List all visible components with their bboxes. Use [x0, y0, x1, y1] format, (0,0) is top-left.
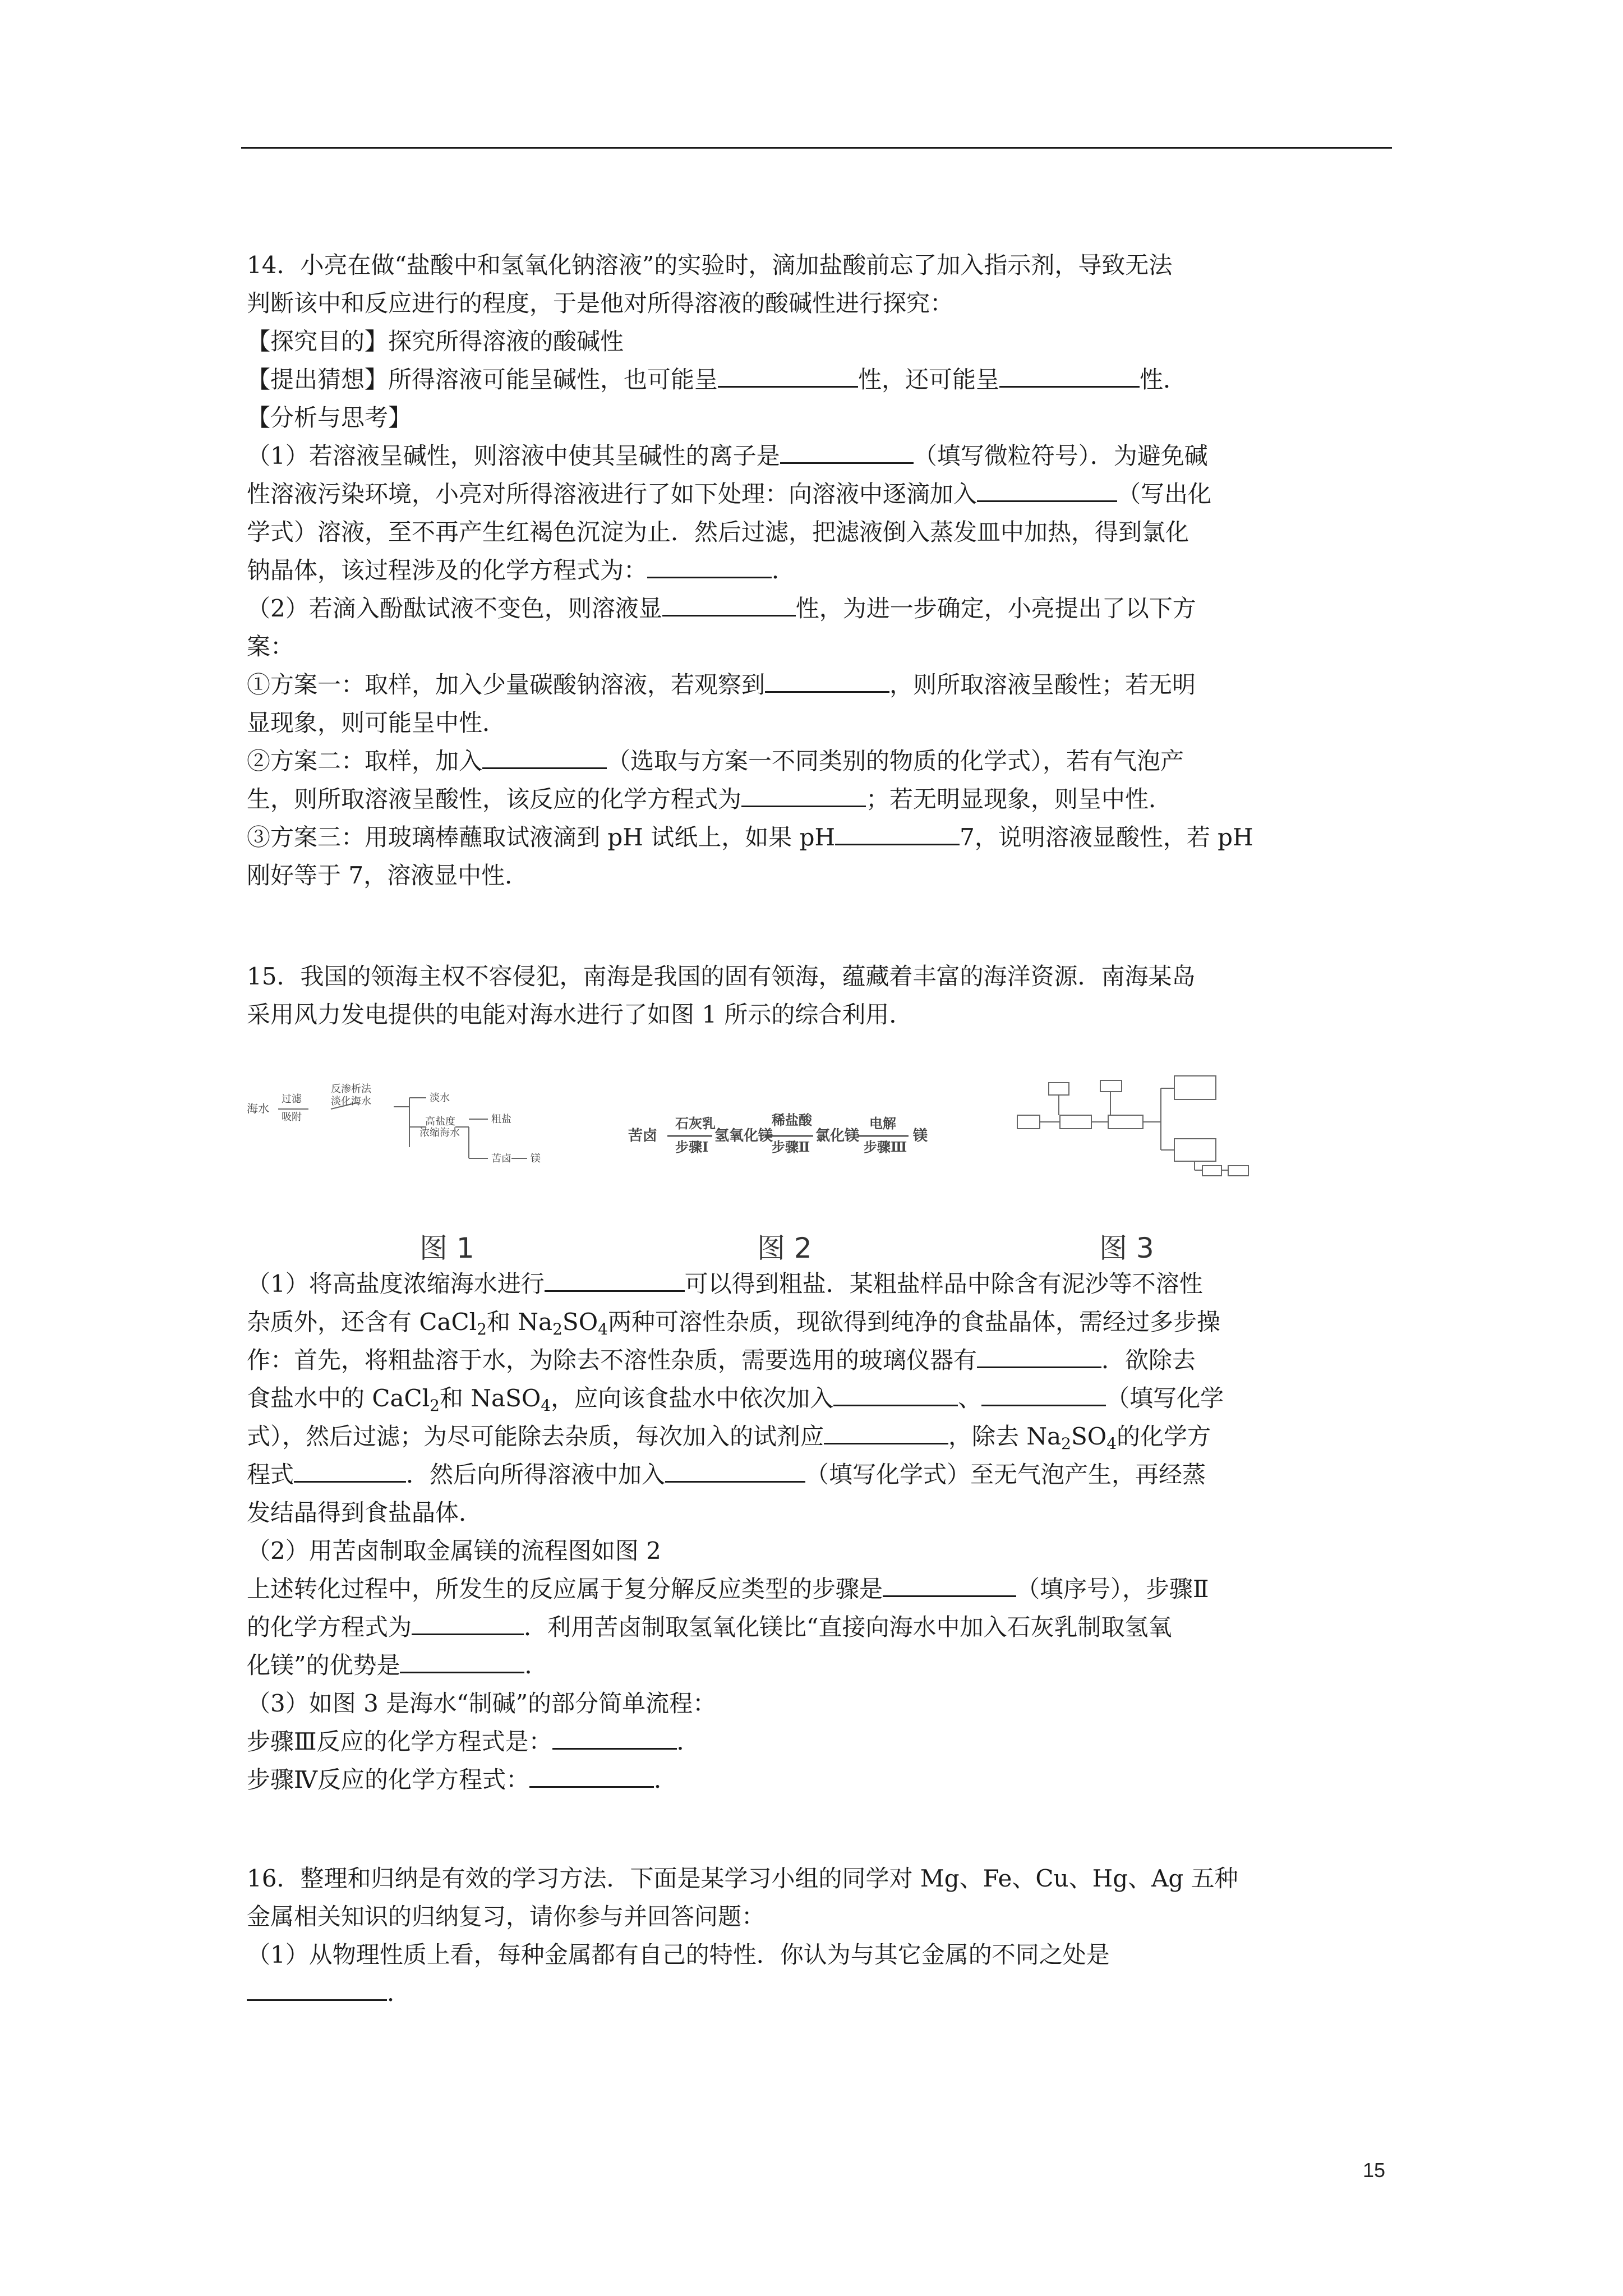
- q15-line-3: （1）将高盐度浓缩海水进行 可以得到粗盐．某粗盐样品中除含有泥沙等不溶性: [247, 1270, 1203, 1297]
- q14-line-12: ①方案一：取样，加入少量碳酸钠溶液，若观察到 ，则所取溶液呈酸性；若无明: [247, 671, 1196, 698]
- fig2-label: 稀盐酸: [772, 1112, 812, 1128]
- answer-blank[interactable]: [647, 555, 772, 578]
- answer-blank[interactable]: [400, 1650, 524, 1673]
- q15-line-8: 程式 ．然后向所得溶液中加入 （填写化学式）至无气泡产生，再经蒸: [247, 1461, 1206, 1488]
- figure-1-caption: 图 1: [419, 1232, 474, 1264]
- q15-line-1: 15．我国的领海主权不容侵犯，南海是我国的固有领海，蕴藏着丰富的海洋资源．南海某岛: [247, 963, 1196, 990]
- fig1-label: 苦卤: [491, 1153, 511, 1165]
- fig2-label: 步骤Ⅱ: [772, 1139, 810, 1155]
- fig1-label: 海水: [247, 1102, 269, 1115]
- answer-blank[interactable]: [780, 441, 914, 464]
- figure-1: [247, 1080, 634, 1175]
- q14-line-1: 14．小亮在做“盐酸中和氢氧化钠溶液”的实验时，滴加盐酸前忘了加入指示剂，导致无法: [247, 251, 1173, 279]
- fig1-label: 镁: [531, 1153, 541, 1165]
- answer-blank[interactable]: [247, 1978, 387, 2001]
- q14-line-11: 案：: [247, 633, 294, 660]
- q15-line-9: 发结晶得到食盐晶体．: [247, 1499, 483, 1526]
- fig2-label: 步骤Ⅲ: [864, 1139, 907, 1155]
- fig1-label: 过滤: [282, 1093, 302, 1105]
- q14-line-8: 学式）溶液，至不再产生红褐色沉淀为止．然后过滤，把滤液倒入蒸发皿中加热，得到氯化: [247, 518, 1189, 546]
- answer-blank[interactable]: [545, 1269, 685, 1292]
- q15-line-15: 步骤Ⅲ反应的化学方程式是： ．: [247, 1728, 700, 1755]
- q14-line-13: 显现象，则可能呈中性．: [247, 709, 506, 737]
- answer-blank[interactable]: [412, 1612, 524, 1635]
- figure-2-caption: 图 2: [757, 1232, 812, 1264]
- q15-line-10: （2）用苦卤制取金属镁的流程图如图 2: [247, 1537, 661, 1565]
- fig1-label: 反渗析法: [331, 1083, 371, 1095]
- q14-line-14: ②方案二：取样，加入 （选取与方案一不同类别的物质的化学式），若有气泡产: [247, 747, 1184, 775]
- q14-line-16: ③方案三：用玻璃棒蘸取试液滴到 pH 试纸上，如果 pH 7，说明溶液显酸性，若 pH: [247, 823, 1253, 851]
- fig2-label: 步骤Ⅰ: [675, 1139, 709, 1155]
- figure-3-flowchart: [1015, 1066, 1251, 1178]
- fig2-label: 氢氧化镁: [714, 1128, 773, 1144]
- fig1-label: 淡水: [430, 1092, 450, 1104]
- header-rule: [241, 147, 1392, 149]
- answer-blank[interactable]: [482, 746, 607, 769]
- q14-line-5: 【分析与思考】: [247, 404, 412, 431]
- answer-blank[interactable]: [294, 1460, 406, 1483]
- answer-blank[interactable]: [835, 822, 960, 845]
- fig2-label: 镁: [913, 1128, 928, 1144]
- answer-blank[interactable]: [833, 1383, 958, 1406]
- q14-line-2: 判断该中和反应进行的程度，于是他对所得溶液的酸碱性进行探究：: [247, 289, 954, 317]
- fig1-label: 高盐度: [425, 1116, 455, 1128]
- fig2-label: 石灰乳: [675, 1115, 716, 1131]
- q14-line-4: 【提出猜想】所得溶液可能呈碱性，也可能呈 性，还可能呈 性．: [247, 366, 1187, 393]
- q15-line-7: 式），然后过滤；为尽可能除去杂质，每次加入的试剂应 ，除去 $Na_2SO_4$的化学方: [247, 1423, 1211, 1453]
- answer-blank[interactable]: [552, 1727, 677, 1750]
- answer-blank[interactable]: [981, 1383, 1106, 1406]
- answer-blank[interactable]: [741, 784, 866, 807]
- q14-line-17: 刚好等于 7，溶液显中性．: [247, 862, 529, 889]
- figure-2-flowchart: [628, 1080, 965, 1175]
- fig1-label: 浓缩海水: [419, 1127, 460, 1139]
- answer-blank[interactable]: [529, 1765, 654, 1788]
- fig1-label: 淡化海水: [331, 1096, 371, 1107]
- fig2-label: 苦卤: [628, 1128, 658, 1144]
- q15-line-6: 食盐水中的 CaCl$_2$和 NaSO$_4$，应向该食盐水中依次加入 、 （填写化学: [247, 1384, 1224, 1415]
- q14-line-15: 生，则所取溶液呈酸性，该反应的化学方程式为 ；若无明显现象，则呈中性．: [247, 785, 1173, 813]
- q15-line-2: 采用风力发电提供的电能对海水进行了如图 1 所示的综合利用．: [247, 1001, 913, 1028]
- q16-line-4: ．: [247, 1977, 411, 2009]
- q15-line-5: 作：首先，将粗盐溶于水，为除去不溶性杂质，需要选用的玻璃仪器有 ．欲除去: [247, 1346, 1196, 1374]
- figure-1-flowchart: [247, 1080, 634, 1175]
- answer-blank[interactable]: [662, 593, 796, 616]
- answer-blank[interactable]: [718, 365, 858, 388]
- q14-line-9: 钠晶体，该过程涉及的化学方程式为： ．: [247, 556, 796, 584]
- q14-line-7: 性溶液污染环境，小亮对所得溶液进行了如下处理：向溶液中逐滴加入 （写出化: [247, 480, 1212, 508]
- q15-line-13: 化镁”的优势是 ．: [247, 1651, 548, 1679]
- figure-3: [1015, 1066, 1251, 1178]
- q14-line-10: （2）若滴入酚酞试液不变色，则溶液显 性，为进一步确定，小亮提出了以下方: [247, 595, 1196, 622]
- q16-line-3: （1）从物理性质上看，每种金属都有自己的特性．你认为与其它金属的不同之处是: [247, 1941, 1110, 1968]
- fig2-label: 电解: [869, 1115, 896, 1131]
- q16-line-2: 金属相关知识的归纳复习，请你参与并回答问题：: [247, 1903, 766, 1930]
- q15-line-12: 的化学方程式为 ．利用苦卤制取氢氧化镁比“直接向海水中加入石灰乳制取氢氧: [247, 1613, 1172, 1641]
- answer-blank[interactable]: [665, 1460, 805, 1483]
- figure-2: [628, 1080, 965, 1175]
- q15-line-4: 杂质外，还含有 CaCl$_2$和 $Na_2SO_4$两种可溶性杂质，现欲得到纯净的食盐晶体，需经过多步操: [247, 1308, 1220, 1338]
- answer-blank[interactable]: [999, 365, 1140, 388]
- answer-blank[interactable]: [977, 479, 1117, 502]
- q14-line-3: 【探究目的】探究所得溶液的酸碱性: [247, 328, 624, 355]
- fig2-label: 氯化镁: [815, 1128, 860, 1144]
- fig1-label: 吸附: [282, 1111, 302, 1123]
- q14-line-6: （1）若溶液呈碱性，则溶液中使其呈碱性的离子是 （填写微粒符号）．为避免碱: [247, 442, 1208, 470]
- answer-blank[interactable]: [977, 1345, 1101, 1368]
- fig1-label: 粗盐: [491, 1114, 511, 1125]
- q15-line-11: 上述转化过程中，所发生的反应属于复分解反应类型的步骤是 （填序号），步骤Ⅱ: [247, 1575, 1209, 1603]
- answer-blank[interactable]: [824, 1421, 948, 1444]
- figure-3-caption: 图 3: [1099, 1232, 1154, 1264]
- answer-blank[interactable]: [765, 670, 889, 693]
- q16-line-1: 16．整理和归纳是有效的学习方法．下面是某学习小组的同学对 Mg、Fe、Cu、Hg、Ag 五种: [247, 1865, 1238, 1892]
- q15-line-16: 步骤Ⅳ反应的化学方程式： ．: [247, 1766, 677, 1793]
- page-number: 15: [1363, 2159, 1386, 2182]
- q15-line-14: （3）如图 3 是海水“制碱”的部分简单流程：: [247, 1690, 717, 1717]
- answer-blank[interactable]: [883, 1574, 1016, 1597]
